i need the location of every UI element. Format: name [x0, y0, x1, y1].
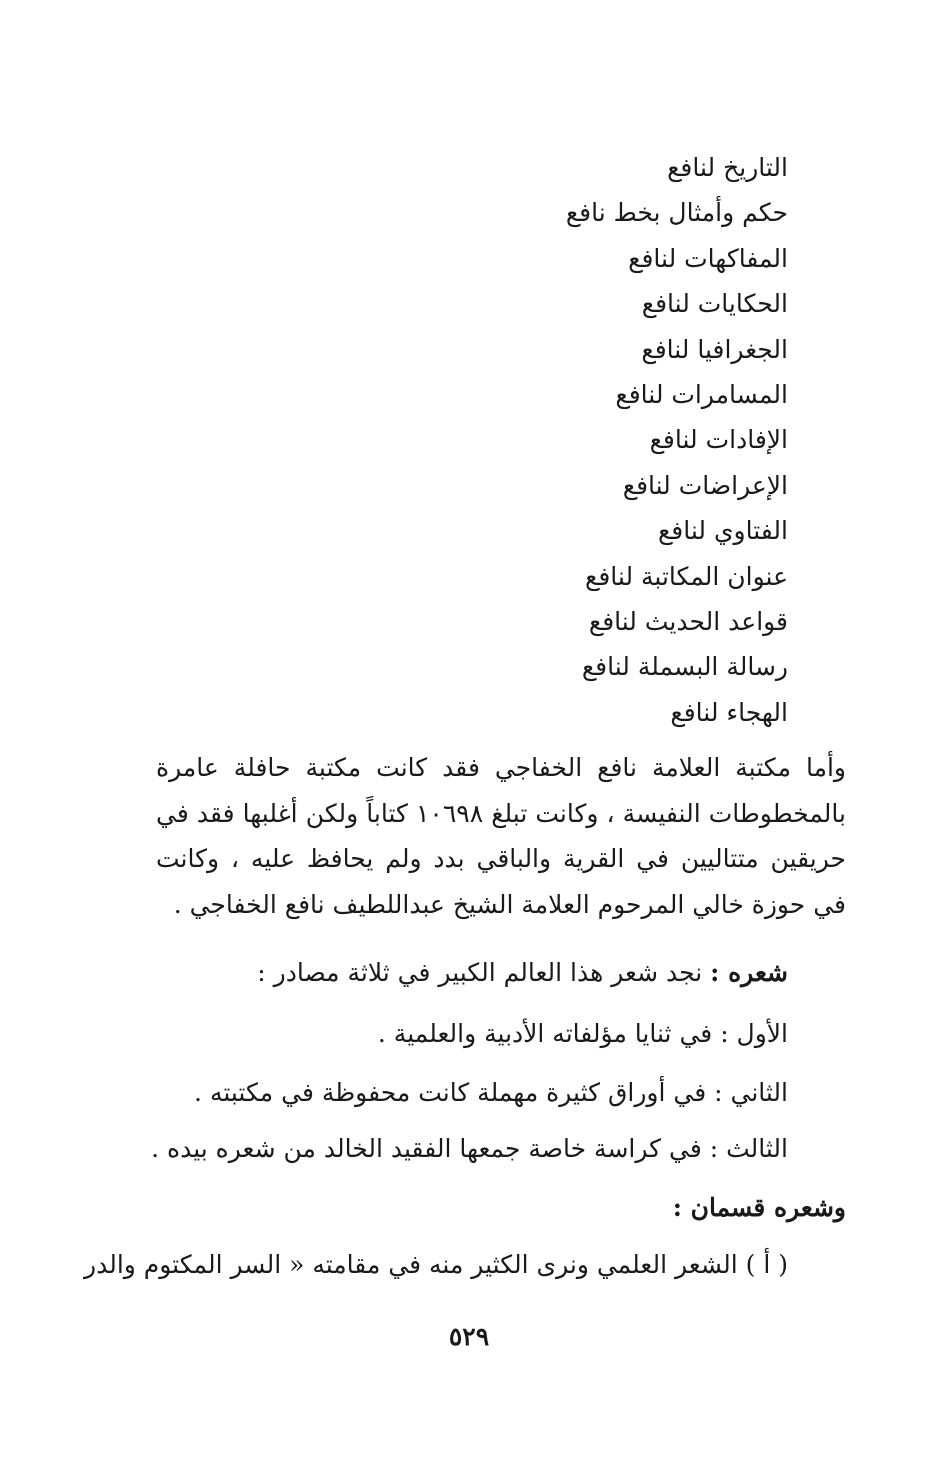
book-title: الفتاوي لنافع	[658, 516, 788, 546]
poetry-intro-text: نجد شعر هذا العالم الكبير في ثلاثة مصادر :	[257, 958, 703, 987]
book-title: الإعراضات لنافع	[622, 470, 788, 500]
book-title: حكم وأمثال بخط نافع	[565, 198, 788, 228]
poetry-kinds-heading: وشعره قسمان :	[672, 1193, 846, 1222]
poetry-source-first	[378, 1019, 788, 1048]
source-first-text: في ثنايا مؤلفاته الأدبية والعلمية .	[377, 1019, 713, 1048]
book-titles-list	[388, 145, 788, 735]
book-title: رسالة البسملة لنافع	[581, 652, 788, 682]
poetry-sources-intro	[257, 958, 788, 987]
book-title: الحكايات لنافع	[641, 289, 788, 319]
source-third-label: الثالث :	[709, 1134, 788, 1163]
book-title: المسامرات لنافع	[615, 379, 788, 409]
page-number: ٥٢٩	[448, 1322, 490, 1351]
poetry-source-third	[151, 1134, 788, 1163]
book-title: الجغرافيا لنافع	[641, 334, 788, 364]
source-third-text: في كراسة خاصة جمعها الفقيد الخالد من شعره بيده .	[151, 1134, 702, 1163]
poetry-kind-a: ( أ ) الشعر العلمي ونرى الكثير منه في مقامته « السر المكتوم والدر	[84, 1250, 788, 1279]
book-title: قواعد الحديث لنافع	[588, 606, 788, 636]
poetry-intro-label: شعره :	[710, 958, 788, 987]
book-title: التاريخ لنافع	[667, 153, 788, 182]
book-title: عنوان المكاتبة لنافع	[585, 561, 788, 591]
book-title: الهجاء لنافع	[670, 697, 788, 727]
poetry-source-second	[194, 1078, 788, 1107]
book-title: المفاكهات لنافع	[628, 243, 788, 273]
library-paragraph: وأما مكتبة العلامة نافع الخفاجي فقد كانت مكتبة حافلة عامرة بالمخطوطات النفيسة ، وكانت تبلغ ١٠٦٩٨ كتاباً ولكن أغلبها فقد في حريقين متتاليين في القرية والباقي بدد ولم يحافظ عليه ، وكانت في حوزة خالي المرحوم العلامة الشيخ عبداللطيف نافع الخفاجي .	[156, 753, 846, 919]
book-title: الإفادات لنافع	[649, 425, 788, 455]
source-first-label: الأول :	[720, 1019, 788, 1048]
source-second-text: في أوراق كثيرة مهملة كانت محفوظة في مكتبته .	[194, 1078, 707, 1107]
source-second-label: الثاني :	[714, 1078, 788, 1107]
